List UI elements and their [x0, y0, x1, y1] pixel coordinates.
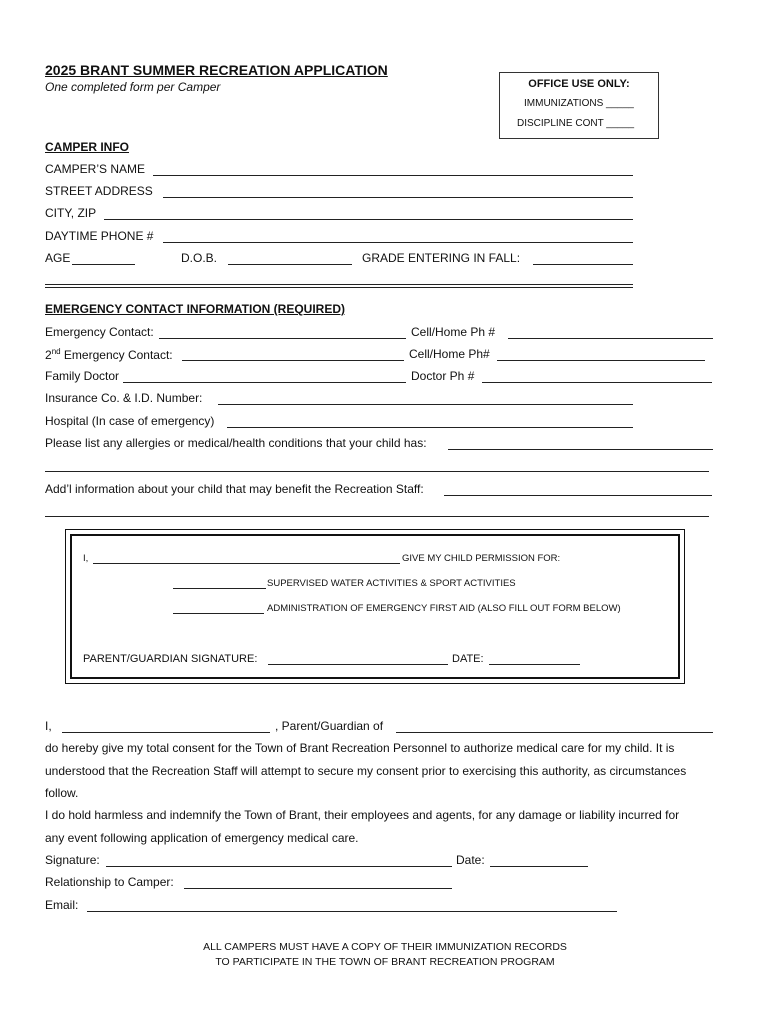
consent-text-line: understood that the Recreation Staff will attempt to secure my consent prior to exercising this authority, as circumstances [45, 764, 687, 778]
relationship-input[interactable] [184, 888, 452, 889]
additional-info-input-line-2[interactable] [45, 516, 709, 517]
additional-info-label: Add’l information about your child that may benefit the Recreation Staff: [45, 482, 424, 496]
relationship-label: Relationship to Camper: [45, 875, 174, 889]
dob-input[interactable] [228, 264, 352, 265]
consent-parent-name-input[interactable] [62, 732, 270, 733]
consent-i-label: I, [45, 719, 52, 733]
consent-text-line: do hereby give my total consent for the Town of Brant Recreation Personnel to authorize medical care for my child. It is [45, 741, 675, 755]
permission-date-label: DATE: [452, 653, 484, 665]
doctor-phone-input[interactable] [482, 382, 712, 383]
water-activities-label: SUPERVISED WATER ACTIVITIES & SPORT ACTIVITIES [267, 578, 516, 589]
page-subtitle: One completed form per Camper [45, 80, 221, 94]
second-contact-prefix: 2 [45, 348, 52, 362]
grade-label: GRADE ENTERING IN FALL: [362, 251, 521, 265]
second-contact-input[interactable] [182, 360, 404, 361]
cell-phone-label: Cell/Home Ph # [411, 325, 496, 339]
consent-text-line: any event following application of emergency medical care. [45, 831, 359, 845]
daytime-phone-label: DAYTIME PHONE # [45, 229, 154, 243]
email-input[interactable] [87, 911, 617, 912]
age-label: AGE [45, 251, 71, 265]
daytime-phone-input[interactable] [163, 242, 633, 243]
emergency-heading: EMERGENCY CONTACT INFORMATION (REQUIRED) [45, 302, 345, 316]
discipline-field[interactable]: DISCIPLINE CONT _____ [517, 118, 635, 129]
cell-phone-2-input[interactable] [497, 360, 705, 361]
consent-text-line: I do hold harmless and indemnify the Town of Brant, their employees and agents, for any damage or liability incurred for [45, 808, 680, 822]
cell-phone-input[interactable] [508, 338, 713, 339]
allergies-input[interactable] [448, 449, 713, 450]
age-input[interactable] [72, 264, 135, 265]
section-divider [45, 284, 633, 285]
camper-name-label: CAMPER’S NAME [45, 162, 146, 176]
guardian-signature-label: PARENT/GUARDIAN SIGNATURE: [83, 653, 258, 665]
emergency-contact-label: Emergency Contact: [45, 325, 154, 339]
hospital-label: Hospital (In case of emergency) [45, 414, 215, 428]
immunizations-field[interactable]: IMMUNIZATIONS _____ [524, 98, 634, 109]
camper-info-heading: CAMPER INFO [45, 140, 129, 154]
insurance-input[interactable] [218, 404, 633, 405]
allergies-input-line-2[interactable] [45, 471, 709, 472]
cell-phone-2-label: Cell/Home Ph# [409, 347, 490, 361]
permission-date-input[interactable] [489, 664, 580, 665]
consent-text-line: follow. [45, 786, 79, 800]
first-aid-input[interactable] [173, 613, 264, 614]
email-label: Email: [45, 898, 79, 912]
dob-label: D.O.B. [181, 251, 218, 265]
city-zip-input[interactable] [104, 219, 633, 220]
emergency-contact-input[interactable] [159, 338, 406, 339]
consent-signature-input[interactable] [106, 866, 452, 867]
second-contact-label [45, 347, 173, 362]
consent-signature-label: Signature: [45, 853, 100, 867]
camper-name-input[interactable] [153, 175, 633, 176]
consent-date-label: Date: [456, 853, 485, 867]
additional-info-input[interactable] [444, 495, 712, 496]
permission-name-input[interactable] [93, 563, 400, 564]
family-doctor-label: Family Doctor [45, 369, 120, 383]
consent-child-name-input[interactable] [396, 732, 713, 733]
allergies-label: Please list any allergies or medical/health conditions that your child has: [45, 436, 427, 450]
water-activities-input[interactable] [173, 588, 266, 589]
first-aid-label: ADMINISTRATION OF EMERGENCY FIRST AID (ALSO FILL OUT FORM BELOW) [267, 603, 621, 614]
section-divider [45, 287, 633, 288]
page-title: 2025 BRANT SUMMER RECREATION APPLICATION [45, 62, 388, 78]
permission-i-label: I, [83, 553, 89, 564]
doctor-phone-label: Doctor Ph # [411, 369, 475, 383]
insurance-label: Insurance Co. & I.D. Number: [45, 391, 203, 405]
footer-notice-line-1: ALL CAMPERS MUST HAVE A COPY OF THEIR IMMUNIZATION RECORDS [203, 941, 567, 953]
hospital-input[interactable] [227, 427, 633, 428]
street-address-label: STREET ADDRESS [45, 184, 153, 198]
family-doctor-input[interactable] [123, 382, 406, 383]
second-contact-sup: nd [51, 347, 61, 356]
second-contact-text: Emergency Contact: [60, 348, 173, 362]
grade-input[interactable] [533, 264, 633, 265]
footer-notice-line-2: TO PARTICIPATE IN THE TOWN OF BRANT RECREATION PROGRAM [215, 956, 555, 968]
permission-give-label: GIVE MY CHILD PERMISSION FOR: [402, 553, 561, 564]
consent-date-input[interactable] [490, 866, 588, 867]
guardian-signature-input[interactable] [268, 664, 448, 665]
consent-guardian-label: , Parent/Guardian of [275, 719, 384, 733]
office-use-heading: OFFICE USE ONLY: [528, 78, 630, 90]
street-address-input[interactable] [163, 197, 633, 198]
city-zip-label: CITY, ZIP [45, 206, 97, 220]
